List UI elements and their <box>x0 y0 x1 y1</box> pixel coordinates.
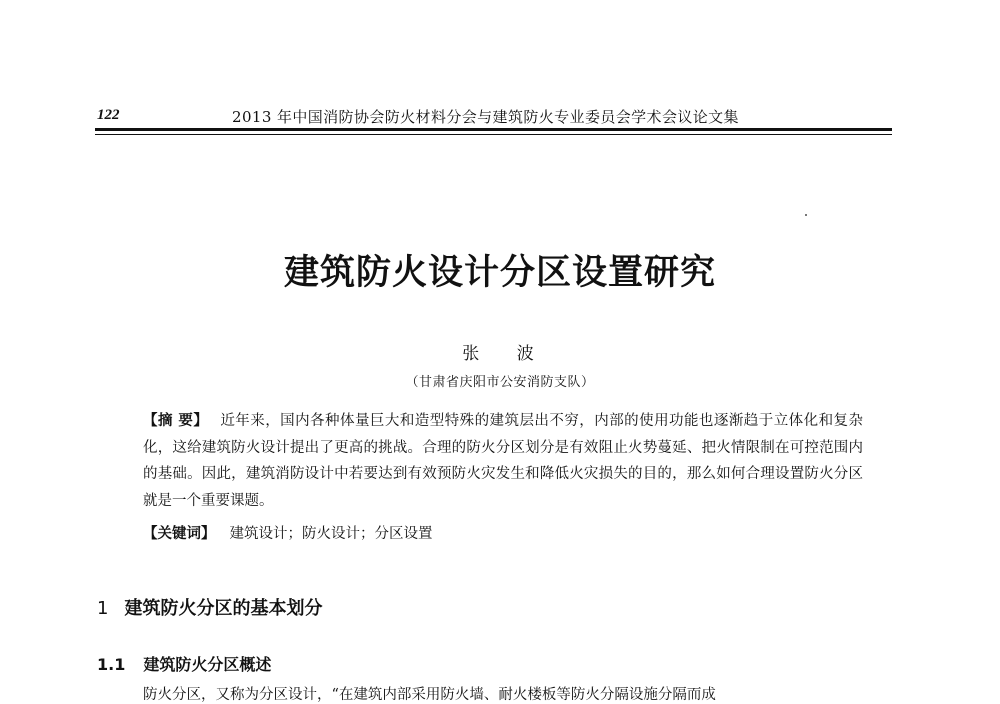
page-number: 122 <box>97 107 120 123</box>
keywords <box>143 522 863 543</box>
keywords-label: 【关键词】 <box>143 525 216 542</box>
abstract <box>143 408 863 514</box>
subsection-heading <box>97 652 271 675</box>
section-heading <box>97 594 322 620</box>
abstract-label: 【摘 要】 <box>143 412 209 429</box>
abstract-text: 近年来，国内各种体量巨大和造型特殊的建筑层出不穷，内部的使用功能也逐渐趋于立体化和复杂化，这给建筑防火设计提出了更高的挑战。合理的防火分区划分是有效阻止火势蔓延、把火情限制在可控范围内的基础。因此，建筑消防设计中若要达到有效预防火灾发生和降低火灾损失的目的，那么如何合理设置防火分区就是一个重要课题。 <box>143 413 863 509</box>
scan-speck <box>805 214 807 216</box>
article-title: 建筑防火设计分区设置研究 <box>283 253 716 293</box>
keywords-text: 建筑设计；防火设计；分区设置 <box>229 526 433 542</box>
section-number: 1 <box>97 598 109 619</box>
body-paragraph-cutoff: 防火分区，又称为分区设计，“在建筑内部采用防火墙、耐火楼板等防火分隔设施分隔而成 <box>143 687 716 703</box>
author-affiliation: （甘肃省庆阳市公安消防支队） <box>405 375 595 390</box>
header-rule-thin <box>95 134 892 135</box>
section-title: 建筑防火分区的基本划分 <box>124 598 323 619</box>
running-title: 2013 年中国消防协会防火材料分会与建筑防火专业委员会学术会议论文集 <box>232 108 739 126</box>
subsection-title: 建筑防火分区概述 <box>143 655 272 674</box>
header-rule-thick <box>95 128 892 131</box>
subsection-number: 1.1 <box>97 655 126 674</box>
author-name: 张 波 <box>462 344 550 364</box>
